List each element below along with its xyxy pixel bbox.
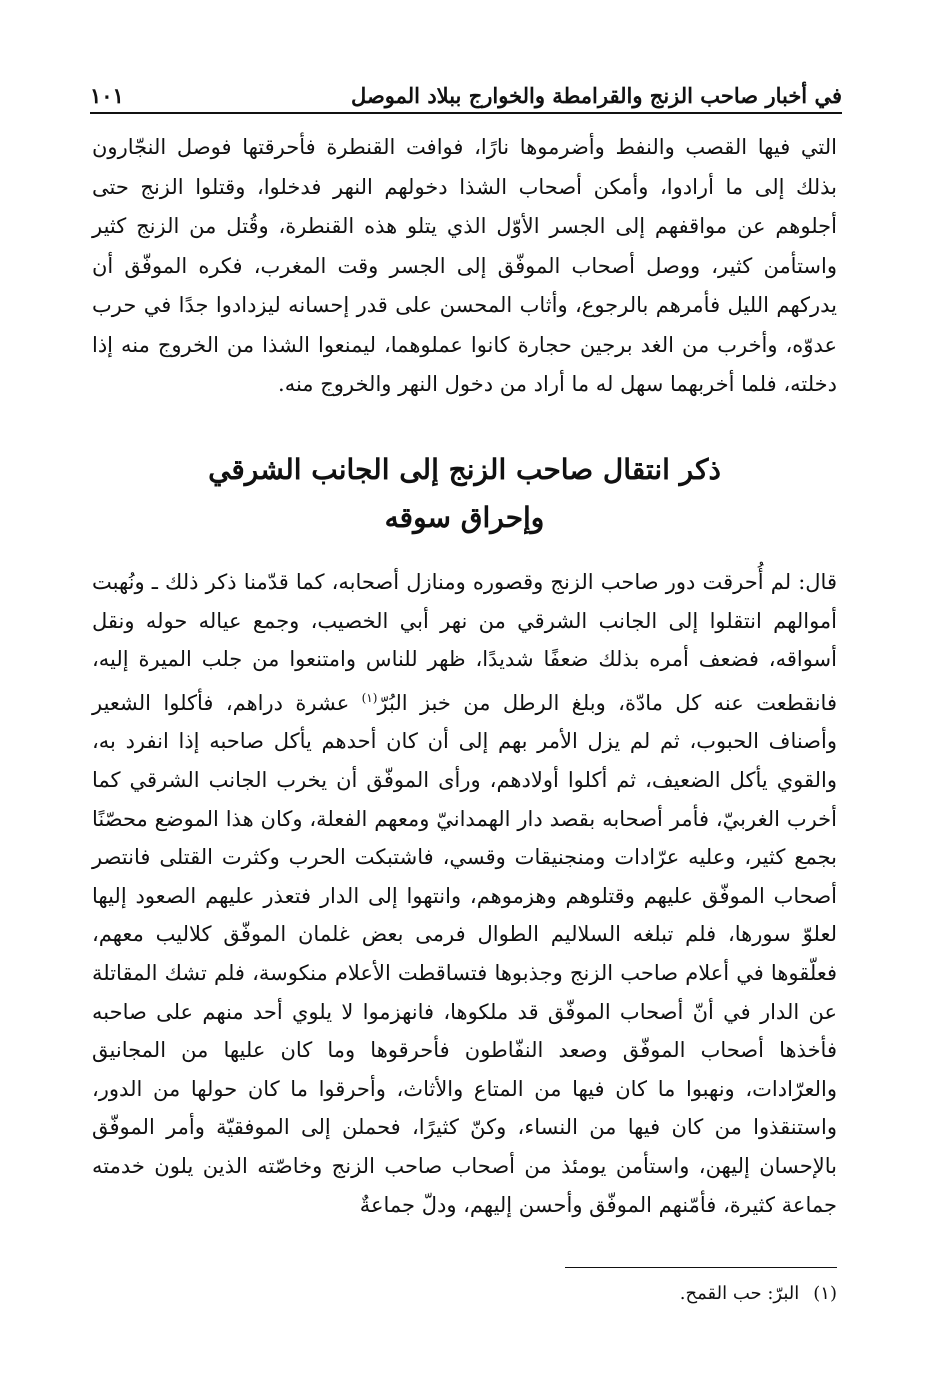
- footnote-marker[interactable]: (١): [361, 690, 378, 705]
- section-heading-line-1: ذكر انتقال صاحب الزنج إلى الجانب الشرقي: [208, 453, 721, 486]
- footnote-number: (١): [813, 1283, 837, 1304]
- paragraph-continued: التي فيها القصب والنفط وأضرموها نارًا، فوافت القنطرة فأحرقتها فوصل النجّارون بذلك إلى ما أرادوا، وأمكن أصحاب الشذا دخولهم النهر فدخلوا، وقتلوا الزنج حتى أجلوهم عن مواقفهم إلى الجسر الأوّل الذي يتلو هذه القنطرة، وقُتل من الزنج كثير واستأمن كثير، ووصل أصحاب الموفّق إلى الجسر وقت المغرب، فكره الموفّق أن يدركهم الليل فأمرهم بالرجوع، وأثاب المحسن على قدر إحسانه ليزدادوا جدًا في حرب عدوّه، وأخرب من الغد برجين حجارة كانوا عملوهما، ليمنعوا الشذا من الخروج منه إذا دخلته، فلما أخربهما سهل له ما أراد من دخول النهر والخروج منه.: [92, 135, 837, 396]
- paragraph-main: [92, 563, 837, 1224]
- header-rule: [90, 112, 842, 114]
- running-title: في أخبار صاحب الزنج والقرامطة والخوارج ببلاد الموصل: [351, 83, 842, 108]
- footnote: [400, 1280, 837, 1308]
- running-header: [90, 72, 842, 108]
- footnote-text: البرّ: حب القمح.: [679, 1283, 800, 1304]
- paragraph-text-part-2: عشرة دراهم، فأكلوا الشعير وأصناف الحبوب، ثم لم يزل الأمر بهم إلى أن كان أحدهم يأكل صاحبه إذا انفرد به، والقوي يأكل الضعيف، ثم أكلوا أولادهم، ورأى الموفّق أن يخرب الجانب الشرقي كما أخرب الغربيّ، فأمر أصحابه بقصد دار الهمدانيّ ومعهم الفعلة، وكان هذا الموضع محصّنًا بجمع كثير، وعليه عرّادات ومنجنيقات وقسي، فاشتبكت الحرب وكثرت القتلى فانتصر أصحاب الموفّق عليهم وقتلوهم وهزموهم، وانتهوا إلى الدار فتعذر عليهم الصعود إليها لعلوّ سورها، فلم تبلغه السلاليم الطوال فرمى بعض غلمان الموفّق كلاليب معهم، فعلّقوها في أعلام صاحب الزنج وجذبوها فتساقطت الأعلام منكوسة، فلم تشك المقاتلة عن الدار في أنّ أصحاب الموفّق قد ملكوها، فانهزموا لا يلوي أحد منهم على صاحبه فأخذها أصحاب الموفّق وصعد النفّاطون فأحرقوها وما كان عليها من المجانيق والعرّادات، ونهبوا ما كان فيها من المتاع والأثاث، وأحرقوا ما كان حولها من الدور، واستنقذوا من كان فيها من النساء، وكنّ كثيرًا، فحملن إلى الموفقيّة وأمر الموفّق بالإحسان إليهن، واستأمن يومئذ من أصحاب صاحب الزنج وخاصّته الذين يلون خدمته جماعة كثيرة، فأمّنهم الموفّق وأحسن إليهم، ودلّ جماعةٌ: [92, 690, 838, 1217]
- section-heading-line-2: وإحراق سوقه: [384, 501, 545, 534]
- page-number: ١٠١: [90, 83, 124, 108]
- paragraph-text-part-1: قال: لم أُحرقت دور صاحب الزنج وقصوره ومنازل أصحابه، كما قدّمنا ذكر ذلك ـ ونُهبت أموالهم انتقلوا إلى الجانب الشرقي من نهر أبي الخصيب، وجمع عياله حوله ونقل أسواقه، فضعف أمره بذلك ضعفًا شديدًا، ظهر للناس وامتنعوا من جلب الميرة إليه، فانقطعت عنه كل مادّة، وبلغ الرطل من خبز البُرّ: [92, 570, 837, 715]
- footnote-rule: [565, 1267, 837, 1268]
